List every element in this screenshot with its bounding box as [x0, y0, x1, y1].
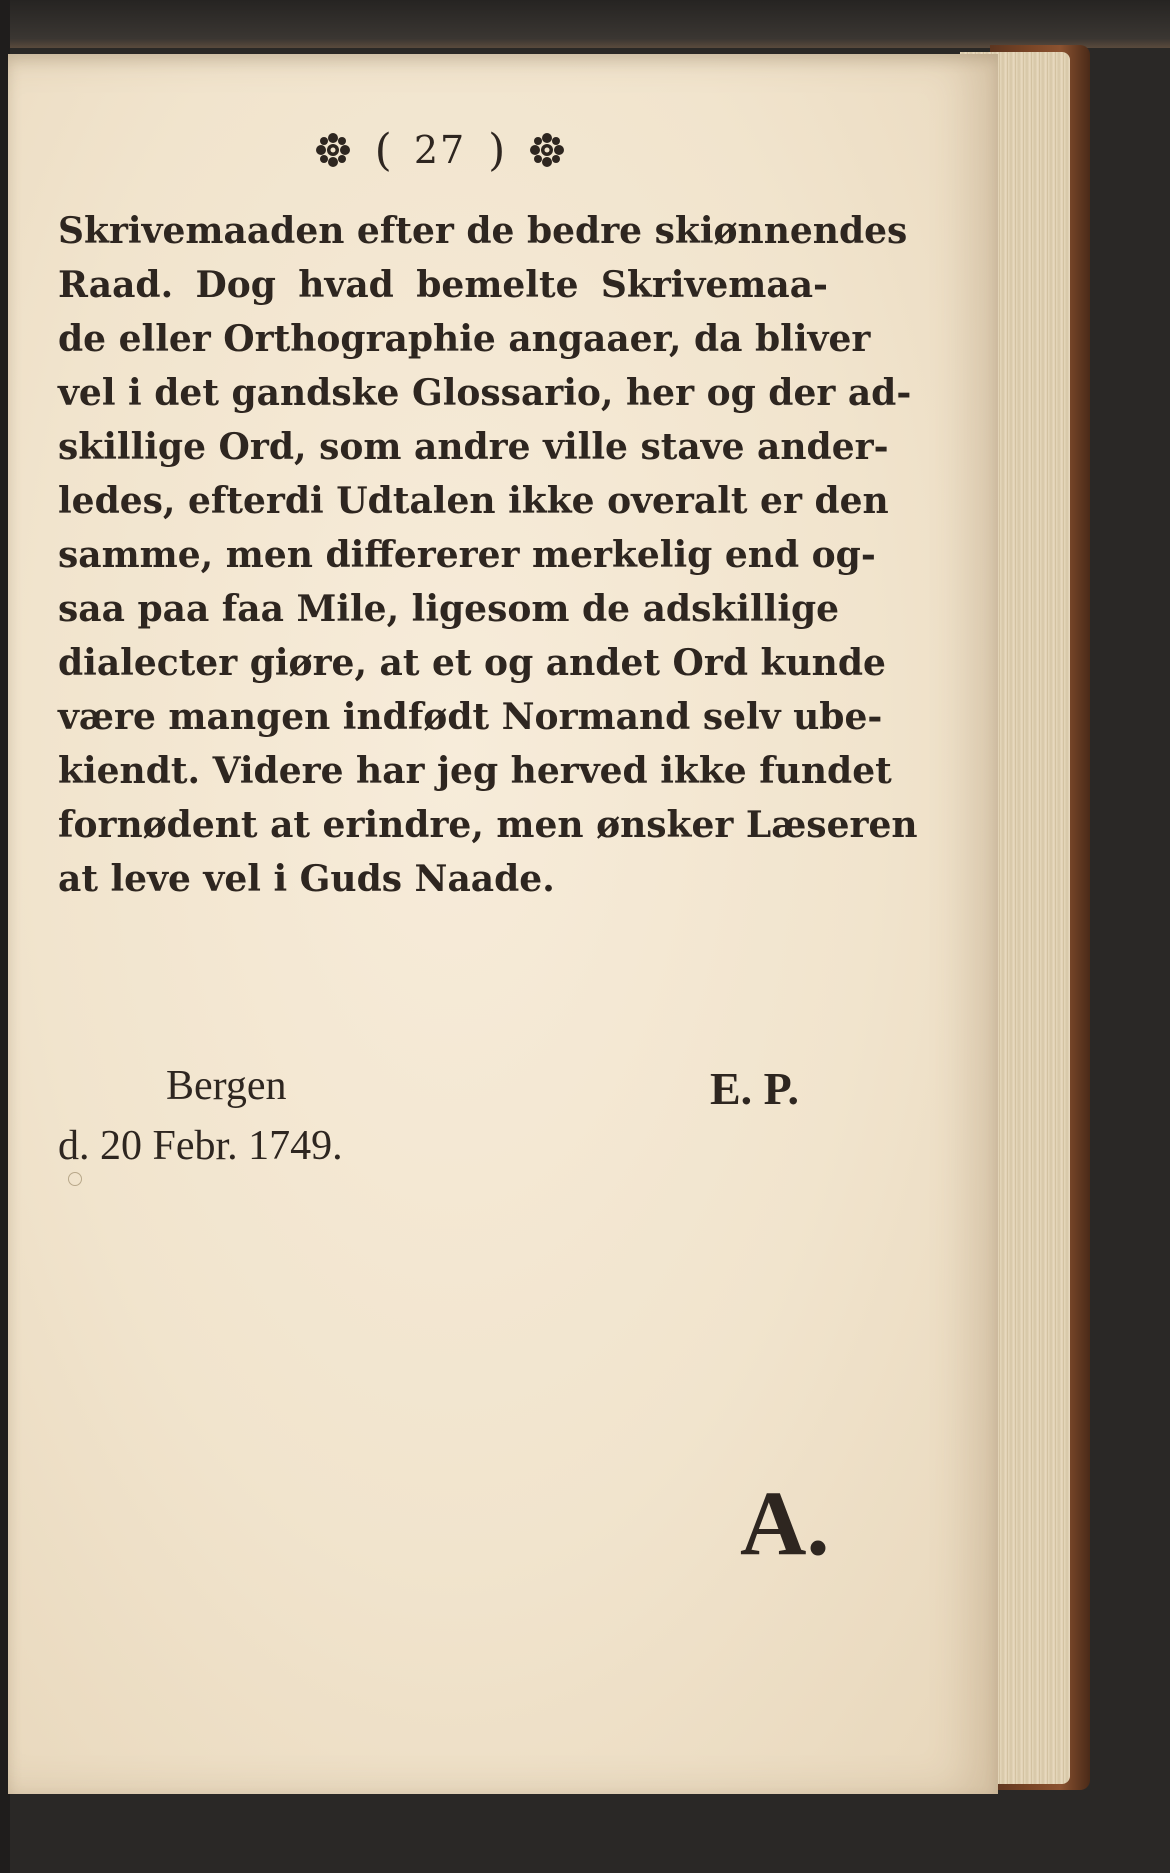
text-line: Raad. Dog hvad bemelte Skrivemaa- [58, 264, 828, 306]
header-open-paren: ( [374, 124, 392, 176]
text-line: skillige Ord, som andre ville stave ander- [58, 426, 889, 468]
text-line: ledes, efterdi Udtalen ikke overalt er den [58, 480, 889, 522]
text-line: kiendt. Videre har jeg herved ikke fundet [58, 750, 892, 792]
header-close-paren: ) [488, 124, 506, 176]
paper-blemish [68, 1172, 82, 1186]
text-line: de eller Orthographie angaaer, da bliver [58, 318, 871, 360]
author-initials: E. P. [710, 1063, 800, 1114]
text-line: saa paa faa Mile, ligesom de adskillige [58, 588, 840, 630]
text-line: samme, men differerer merkelig end og- [58, 534, 876, 576]
text-line: fornødent at erindre, men ønsker Læseren [58, 804, 918, 846]
flower-ornament-left-icon [313, 130, 353, 170]
text-line: være mangen indfødt Normand selv ube- [58, 696, 883, 738]
body-paragraph [58, 204, 918, 906]
gathering-signature-mark: A. [740, 1472, 830, 1574]
page-number: 27 [413, 128, 467, 172]
text-line: dialecter giøre, at et og andet Ord kunde [58, 642, 886, 684]
text-line: Skrivemaaden efter de bedre skiønnendes [58, 210, 908, 252]
page-header [280, 120, 600, 180]
flower-ornament-right-icon [527, 130, 567, 170]
scan-background-top [0, 0, 1170, 48]
closing-place: Bergen [166, 1063, 287, 1109]
text-line: at leve vel i Guds Naade. [58, 858, 555, 900]
closing-date: d. 20 Febr. 1749. [58, 1123, 343, 1169]
text-line: vel i det gandske Glossario, her og der ad- [58, 372, 912, 414]
